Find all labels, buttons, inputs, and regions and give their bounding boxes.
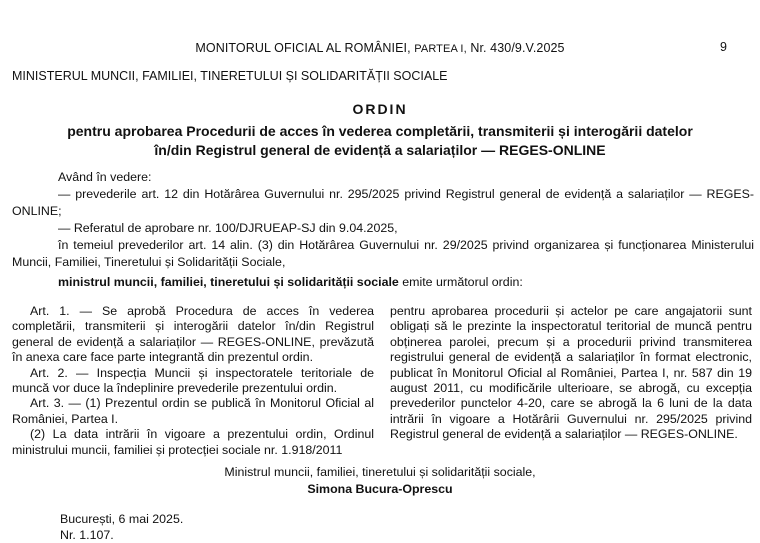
preamble-item-2: — Referatul de aprobare nr. 100/DJRUEAP-SJ din 9.04.2025, xyxy=(58,221,398,235)
page-number: 9 xyxy=(720,40,727,54)
signature-block xyxy=(0,464,760,498)
article-2: Art. 2. — Inspecția Muncii și inspectoratele teritoriale de muncă vor duce la îndeplinire prevederile prezentului ordin. xyxy=(12,365,374,396)
issuer-statement xyxy=(12,274,754,291)
preamble-legal-basis: în temeiul prevederilor art. 14 alin. (3) din Hotărârea Guvernului nr. 29/2025 privind organizarea și funcționarea Ministerului Muncii, Familiei, Tineretului și Solidarității Sociale, xyxy=(12,238,754,269)
articles-left-column xyxy=(12,304,374,458)
signatory-title: Ministrul muncii, familiei, tineretului și solidarității sociale, xyxy=(224,465,536,479)
issuing-ministry: MINISTERUL MUNCII, FAMILIEI, TINERETULUI ȘI SOLIDARITĂȚII SOCIALE xyxy=(12,69,448,83)
page-header xyxy=(0,41,760,55)
place-date: București, 6 mai 2025. xyxy=(60,512,184,526)
issuer-action: emite următorul ordin: xyxy=(398,275,523,289)
order-number: Nr. 1.107. xyxy=(60,528,114,542)
publication-part: PARTEA I, xyxy=(414,43,467,55)
article-1: Art. 1. — Se aprobă Procedura de acces în vederea completării, transmiterii și interogării datelor în/din Registrul general de evidență a salariaților — REGES-ONLINE, prevăzută în anexa care face parte integrantă din prezentul ordin. xyxy=(12,304,374,365)
order-subtitle xyxy=(20,122,740,160)
issuer-name: ministrul muncii, familiei, tineretului și solidarității sociale xyxy=(58,275,399,289)
order-subtitle-line-2: în/din Registrul general de evidență a salariaților — REGES-ONLINE xyxy=(154,142,606,158)
preamble-intro: Având în vedere: xyxy=(58,170,152,184)
order-title: ORDIN xyxy=(352,101,408,117)
article-3-para-1: Art. 3. — (1) Prezentul ordin se publică în Monitorul Oficial al României, Partea I. xyxy=(12,396,374,426)
article-3-para-2: (2) La data intrării în vigoare a prezentului ordin, Ordinul ministrului muncii, familiei și protecției sociale nr. 1.918/2011 xyxy=(12,427,374,457)
articles-right-column xyxy=(390,304,752,443)
order-subtitle-line-1: pentru aprobarea Procedurii de acces în vederea completării, transmiterii și interogării datelor xyxy=(67,123,693,139)
issue-number: Nr. 430/9.V.2025 xyxy=(470,41,565,55)
signatory-name: Simona Bucura-Oprescu xyxy=(307,482,453,496)
publication-name: MONITORUL OFICIAL AL ROMÂNIEI, xyxy=(195,41,411,55)
preamble-item-1: — prevederile art. 12 din Hotărârea Guvernului nr. 295/2025 privind Registrul general de evidență a salariaților — REGES-ONLINE; xyxy=(12,187,754,218)
article-3-para-2-continued: pentru aprobarea procedurii și actelor pe care angajatorii sunt obligați să le prezinte la inspectoratul teritorial de muncă pentru obținerea parolei, precum și a procedurii privind transmiterea registrului general de evidență a salariaților în format electronic, publicat în Monitorul Oficial al României, Partea I, nr. 587 din 19 august 2011, cu modificările ulterioare, se abrogă, cu excepția prevederilor punctelor 4-20, care se abrogă la 6 luni de la data intrării în vigoare a Hotărârii Guvernului nr. 295/2025 privind Registrul general de evidență a salariaților — REGES-ONLINE. xyxy=(390,304,752,442)
preamble xyxy=(12,169,754,271)
place-and-date xyxy=(60,511,183,543)
